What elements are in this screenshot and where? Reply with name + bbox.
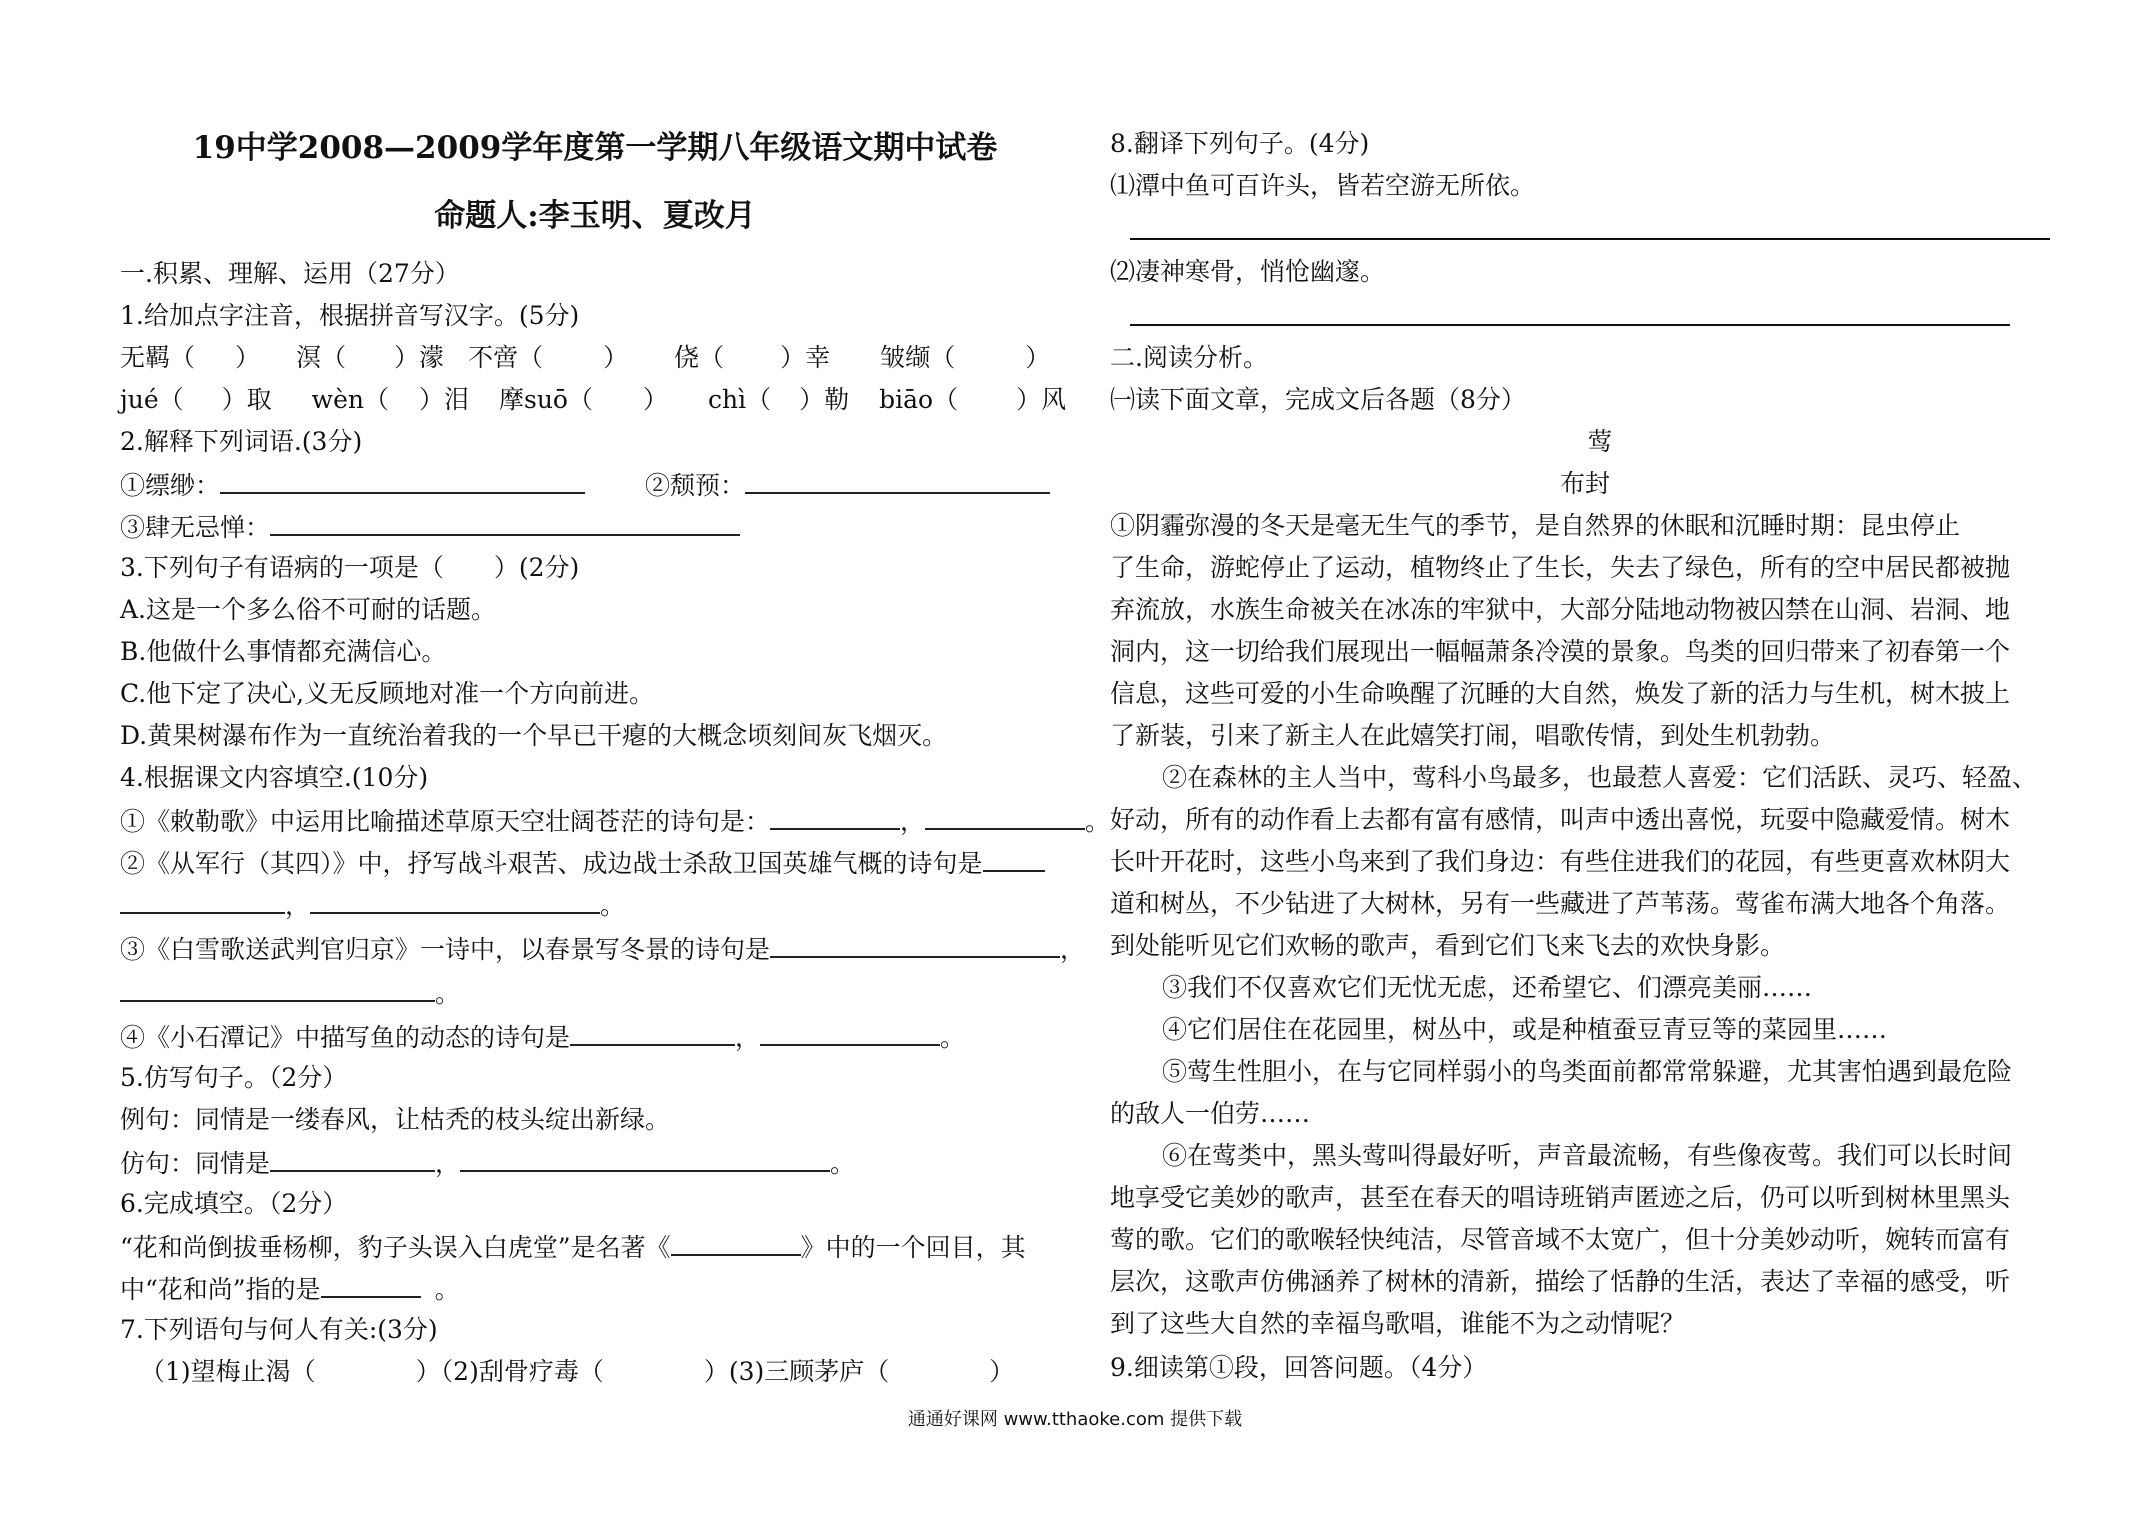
answer-line[interactable] xyxy=(1130,238,2050,240)
question-4-item-3: ③《白雪歌送武判官归京》一诗中，以春景写冬景的诗句是 ， xyxy=(120,932,1085,966)
article-title: 莺 xyxy=(1587,427,1613,456)
answer-blank[interactable] xyxy=(671,1230,801,1256)
question-5-imitate: 仿句：同情是 ， 。 xyxy=(120,1146,855,1180)
exam-title: 19中学2008—2009学年度第一学期八年级语文期中试卷 xyxy=(192,130,998,166)
article-paragraph-1-line-6: 了新装，引来了新主人在此嬉笑打闹，唱歌传情，到处生机勃勃。 xyxy=(1110,721,1836,750)
answer-blank[interactable] xyxy=(270,510,740,536)
article-paragraph-2-line-4: 道和树丛，不少钻进了大树林，另有一些藏进了芦苇荡。莺雀布满大地各个角落。 xyxy=(1110,889,2011,918)
question-4-item-1: ①《敕勒歌》中运用比喻描述草原天空壮阔苍茫的诗句是： ， 。 xyxy=(120,804,1110,838)
article-paragraph-4: ④它们居住在花园里，树丛中，或是种植蚕豆青豆等的菜园里…… xyxy=(1162,1015,1888,1044)
question-6-line-1: “花和尚倒拔垂杨柳，豹子头误入白虎堂”是名著《 》中的一个回目，其 xyxy=(120,1230,1026,1264)
question-3-option-c: C.他下定了决心,义无反顾地对准一个方向前进。 xyxy=(120,679,655,708)
q1-word-b: 溟 xyxy=(296,343,322,372)
article-paragraph-1-line-4: 洞内，这一切给我们展现出一幅幅萧条冷漠的景象。鸟类的回归带来了初春第一个 xyxy=(1110,637,2011,666)
article-paragraph-1-line-5: 信息，这些可爱的小生命唤醒了沉睡的大自然，焕发了新的活力与生机，树木披上 xyxy=(1110,679,2011,708)
question-8: 8.翻译下列句子。(4分) xyxy=(1110,129,1370,158)
question-6-line-2: 中“花和尚”指的是 。 xyxy=(120,1272,460,1306)
author-line: 命题人:李玉明、夏改月 xyxy=(434,198,756,234)
question-3: 3.下列句子有语病的一项是（ ）(2分) xyxy=(120,553,580,582)
answer-blank[interactable] xyxy=(270,1146,435,1172)
question-5-example: 例句：同情是一缕春风，让枯秃的枝头绽出新绿。 xyxy=(120,1105,671,1134)
article-paragraph-2-line-5: 到处能听见它们欢畅的歌声，看到它们飞来飞去的欢快身影。 xyxy=(1110,931,1786,960)
article-author: 布封 xyxy=(1560,469,1611,498)
answer-blank[interactable] xyxy=(983,846,1045,872)
answer-blank[interactable] xyxy=(321,1272,421,1298)
question-8-sentence-2: ⑵凄神寒骨，悄怆幽邃。 xyxy=(1110,257,1386,286)
question-7-items: （1)望梅止渴（ ）（2)刮骨疗毒（ ）(3)三顾茅庐（ ） xyxy=(140,1357,1015,1386)
question-6: 6.完成填空。（2分） xyxy=(120,1189,348,1218)
question-1-row-1: 无羁（ ） 溟（ ）濛 不啻（ ） 侥（ ）幸 皱缬（ ） xyxy=(120,343,1051,372)
article-paragraph-2-line-1: ②在森林的主人当中，莺科小鸟最多，也最惹人喜爱：它们活跃、灵巧、轻盈、 xyxy=(1162,763,2038,792)
article-paragraph-1-line-1: ①阴霾弥漫的冬天是毫无生气的季节，是自然界的休眠和沉睡时期：昆虫停止 xyxy=(1110,511,1961,540)
answer-blank[interactable] xyxy=(460,1146,830,1172)
q1-word-d: 侥 xyxy=(674,343,700,372)
answer-blank[interactable] xyxy=(120,976,435,1002)
question-8-sentence-1: ⑴潭中鱼可百许头，皆若空游无所依。 xyxy=(1110,171,1536,200)
answer-blank[interactable] xyxy=(745,468,1050,494)
article-paragraph-5-line-2: 的敌人一伯劳…… xyxy=(1110,1099,1311,1128)
question-7: 7.下列语句与何人有关:(3分) xyxy=(120,1315,438,1344)
question-2-row-2: ③肆无忌惮： xyxy=(120,510,740,544)
answer-blank[interactable] xyxy=(770,804,900,830)
article-paragraph-6-line-2: 地享受它美妙的歌声，甚至在春天的唱诗班销声匿迹之后，仍可以听到树林里黑头 xyxy=(1110,1183,2011,1212)
article-paragraph-6-line-1: ⑥在莺类中，黑头莺叫得最好听，声音最流畅，有些像夜莺。我们可以长时间 xyxy=(1162,1141,2013,1170)
article-paragraph-5-line-1: ⑤莺生性胆小，在与它同样弱小的鸟类面前都常常躲避，尤其害怕遇到最危险 xyxy=(1162,1057,2013,1086)
question-1-row-2: jué（ ）取 wèn（ ）泪 摩suō（ ） chì（ ）勒 biāo（ ）风 xyxy=(120,385,1067,414)
question-4-item-2: ②《从军行（其四）》中，抒写战斗艰苦、成边战士杀敌卫国英雄气概的诗句是 xyxy=(120,846,1045,880)
q1-word-e: 皱缬 xyxy=(880,343,931,372)
question-3-option-a: A.这是一个多么俗不可耐的话题。 xyxy=(120,595,497,624)
answer-blank[interactable] xyxy=(760,1020,940,1046)
section-1-heading: 一.积累、理解、运用（27分） xyxy=(120,259,460,288)
question-9: 9.细读第①段，回答问题。（4分） xyxy=(1110,1353,1488,1382)
question-4-item-3-cont: 。 xyxy=(120,976,460,1010)
q1-word-c: 不啻 xyxy=(468,343,519,372)
answer-blank[interactable] xyxy=(220,468,585,494)
section-2-heading: 二.阅读分析。 xyxy=(1110,343,1268,372)
question-4: 4.根据课文内容填空.(10分) xyxy=(120,763,429,792)
answer-blank[interactable] xyxy=(310,888,600,914)
question-4-item-4: ④《小石潭记》中描写鱼的动态的诗句是 ， 。 xyxy=(120,1020,965,1054)
question-3-option-d: D.黄果树瀑布作为一直统治着我的一个早已干瘪的大概念顷刻间灰飞烟灭。 xyxy=(120,721,948,750)
article-paragraph-3: ③我们不仅喜欢它们无忧无虑，还希望它、们漂亮美丽…… xyxy=(1162,973,1813,1002)
answer-line[interactable] xyxy=(1130,324,2010,326)
reading-intro: ㈠读下面文章，完成文后各题（8分） xyxy=(1110,385,1526,414)
article-paragraph-2-line-3: 长叶开花时，这些小鸟来到了我们身边：有些住进我们的花园，有些更喜欢林阴大 xyxy=(1110,847,2011,876)
article-paragraph-1-line-2: 了生命，游蛇停止了运动，植物终止了生长，失去了绿色，所有的空中居民都被抛 xyxy=(1110,553,2011,582)
footer-credit: 通通好课网 www.tthaoke.com 提供下载 xyxy=(907,1409,1243,1430)
question-3-option-b: B.他做什么事情都充满信心。 xyxy=(120,637,447,666)
answer-blank[interactable] xyxy=(120,888,285,914)
article-paragraph-1-line-3: 弃流放，水族生命被关在冰冻的牢狱中，大部分陆地动物被囚禁在山洞、岩洞、地 xyxy=(1110,595,2011,624)
answer-blank[interactable] xyxy=(925,804,1085,830)
article-paragraph-2-line-2: 好动，所有的动作看上去都有富有感情，叫声中透出喜悦，玩耍中隐藏爱情。树木 xyxy=(1110,805,2011,834)
q1-word-a: 无羁 xyxy=(120,343,171,372)
article-paragraph-6-line-5: 到了这些大自然的幸福鸟歌唱，谁能不为之动情呢？ xyxy=(1110,1309,1686,1338)
question-2: 2.解释下列词语.(3分) xyxy=(120,427,363,456)
answer-blank[interactable] xyxy=(570,1020,735,1046)
article-paragraph-6-line-4: 层次，这歌声仿佛涵养了树林的清新，描绘了恬静的生活，表达了幸福的感受，听 xyxy=(1110,1267,2011,1296)
question-1: 1.给加点字注音，根据拼音写汉字。(5分) xyxy=(120,301,580,330)
question-4-item-2-cont: ， 。 xyxy=(120,888,625,922)
question-5: 5.仿写句子。（2分） xyxy=(120,1063,348,1092)
question-2-row-1: ①缥缈： ②颓预： xyxy=(120,468,1050,502)
article-paragraph-6-line-3: 莺的歌。它们的歌喉轻快纯洁，尽管音域不太宽广，但十分美妙动听，婉转而富有 xyxy=(1110,1225,2011,1254)
answer-blank[interactable] xyxy=(770,932,1060,958)
